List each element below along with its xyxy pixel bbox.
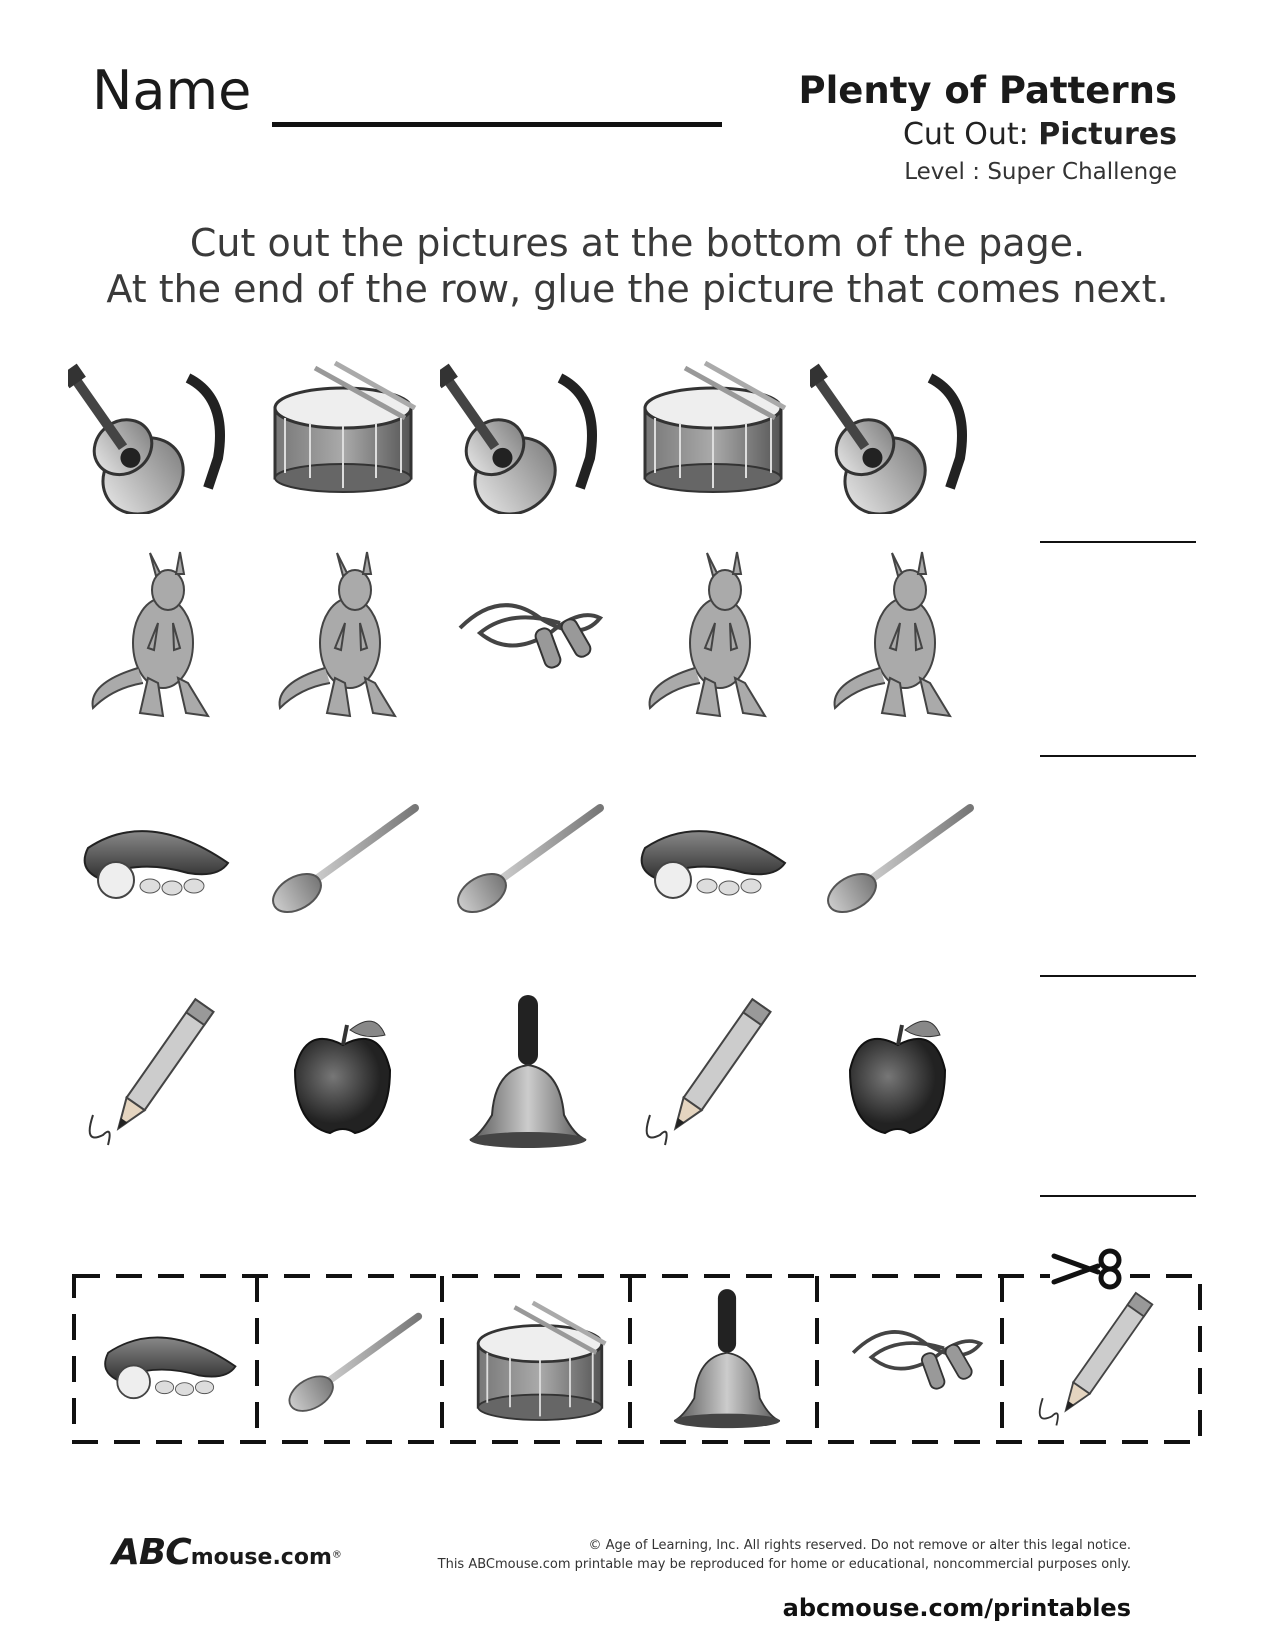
cutout-bell-icon[interactable] bbox=[642, 1280, 812, 1440]
logo-mouse: mouse.com bbox=[190, 1545, 332, 1570]
cutout-spoon-icon[interactable] bbox=[268, 1280, 438, 1440]
cutout-zucchini-icon[interactable] bbox=[85, 1280, 255, 1440]
kangaroo-icon bbox=[255, 548, 431, 724]
legal-notice-2: This ABCmouse.com printable may be reproduced for home or educational, noncommercial purposes only. bbox=[437, 1557, 1131, 1572]
name-write-line bbox=[272, 122, 722, 127]
worksheet-subtitle bbox=[902, 117, 1177, 152]
answer-line-1 bbox=[1040, 541, 1196, 543]
bell-icon bbox=[440, 985, 616, 1161]
cutout-pencil-icon[interactable] bbox=[1015, 1280, 1185, 1440]
guitar-icon bbox=[440, 338, 616, 514]
guitar-icon bbox=[68, 338, 244, 514]
instruction-line-1: Cut out the pictures at the bottom of the page. bbox=[189, 221, 1086, 265]
apple-icon bbox=[255, 985, 431, 1161]
guitar-icon bbox=[810, 338, 986, 514]
zucchini-icon bbox=[68, 768, 244, 944]
subtitle-prefix: Cut Out: bbox=[902, 117, 1039, 152]
kangaroo-icon bbox=[810, 548, 986, 724]
drum-icon bbox=[255, 338, 431, 514]
logo-abc: ABC bbox=[112, 1532, 191, 1573]
spoon-icon bbox=[810, 768, 986, 944]
apple-icon bbox=[810, 985, 986, 1161]
subtitle-bold: Pictures bbox=[1038, 117, 1177, 152]
kangaroo-icon bbox=[625, 548, 801, 724]
worksheet-title: Plenty of Patterns bbox=[798, 69, 1177, 112]
instruction-line-2: At the end of the row, glue the picture that comes next. bbox=[106, 267, 1169, 311]
spoon-icon bbox=[440, 768, 616, 944]
cutout-jump-rope-icon[interactable] bbox=[830, 1280, 1000, 1440]
jump-rope-icon bbox=[440, 548, 616, 724]
zucchini-icon bbox=[625, 768, 801, 944]
logo-reg: ® bbox=[331, 1549, 342, 1561]
worksheet-level: Level : Super Challenge bbox=[904, 159, 1177, 185]
answer-line-4 bbox=[1040, 1195, 1196, 1197]
name-label: Name bbox=[92, 59, 252, 122]
answer-line-2 bbox=[1040, 755, 1196, 757]
cutout-drum-icon[interactable] bbox=[455, 1280, 625, 1440]
spoon-icon bbox=[255, 768, 431, 944]
printables-url: abcmouse.com/printables bbox=[782, 1594, 1131, 1622]
abcmouse-logo bbox=[112, 1532, 342, 1573]
answer-line-3 bbox=[1040, 975, 1196, 977]
legal-notice-1: © Age of Learning, Inc. All rights reserved. Do not remove or alter this legal notice. bbox=[588, 1538, 1131, 1553]
kangaroo-icon bbox=[68, 548, 244, 724]
drum-icon bbox=[625, 338, 801, 514]
pencil-icon bbox=[68, 985, 244, 1161]
pencil-icon bbox=[625, 985, 801, 1161]
